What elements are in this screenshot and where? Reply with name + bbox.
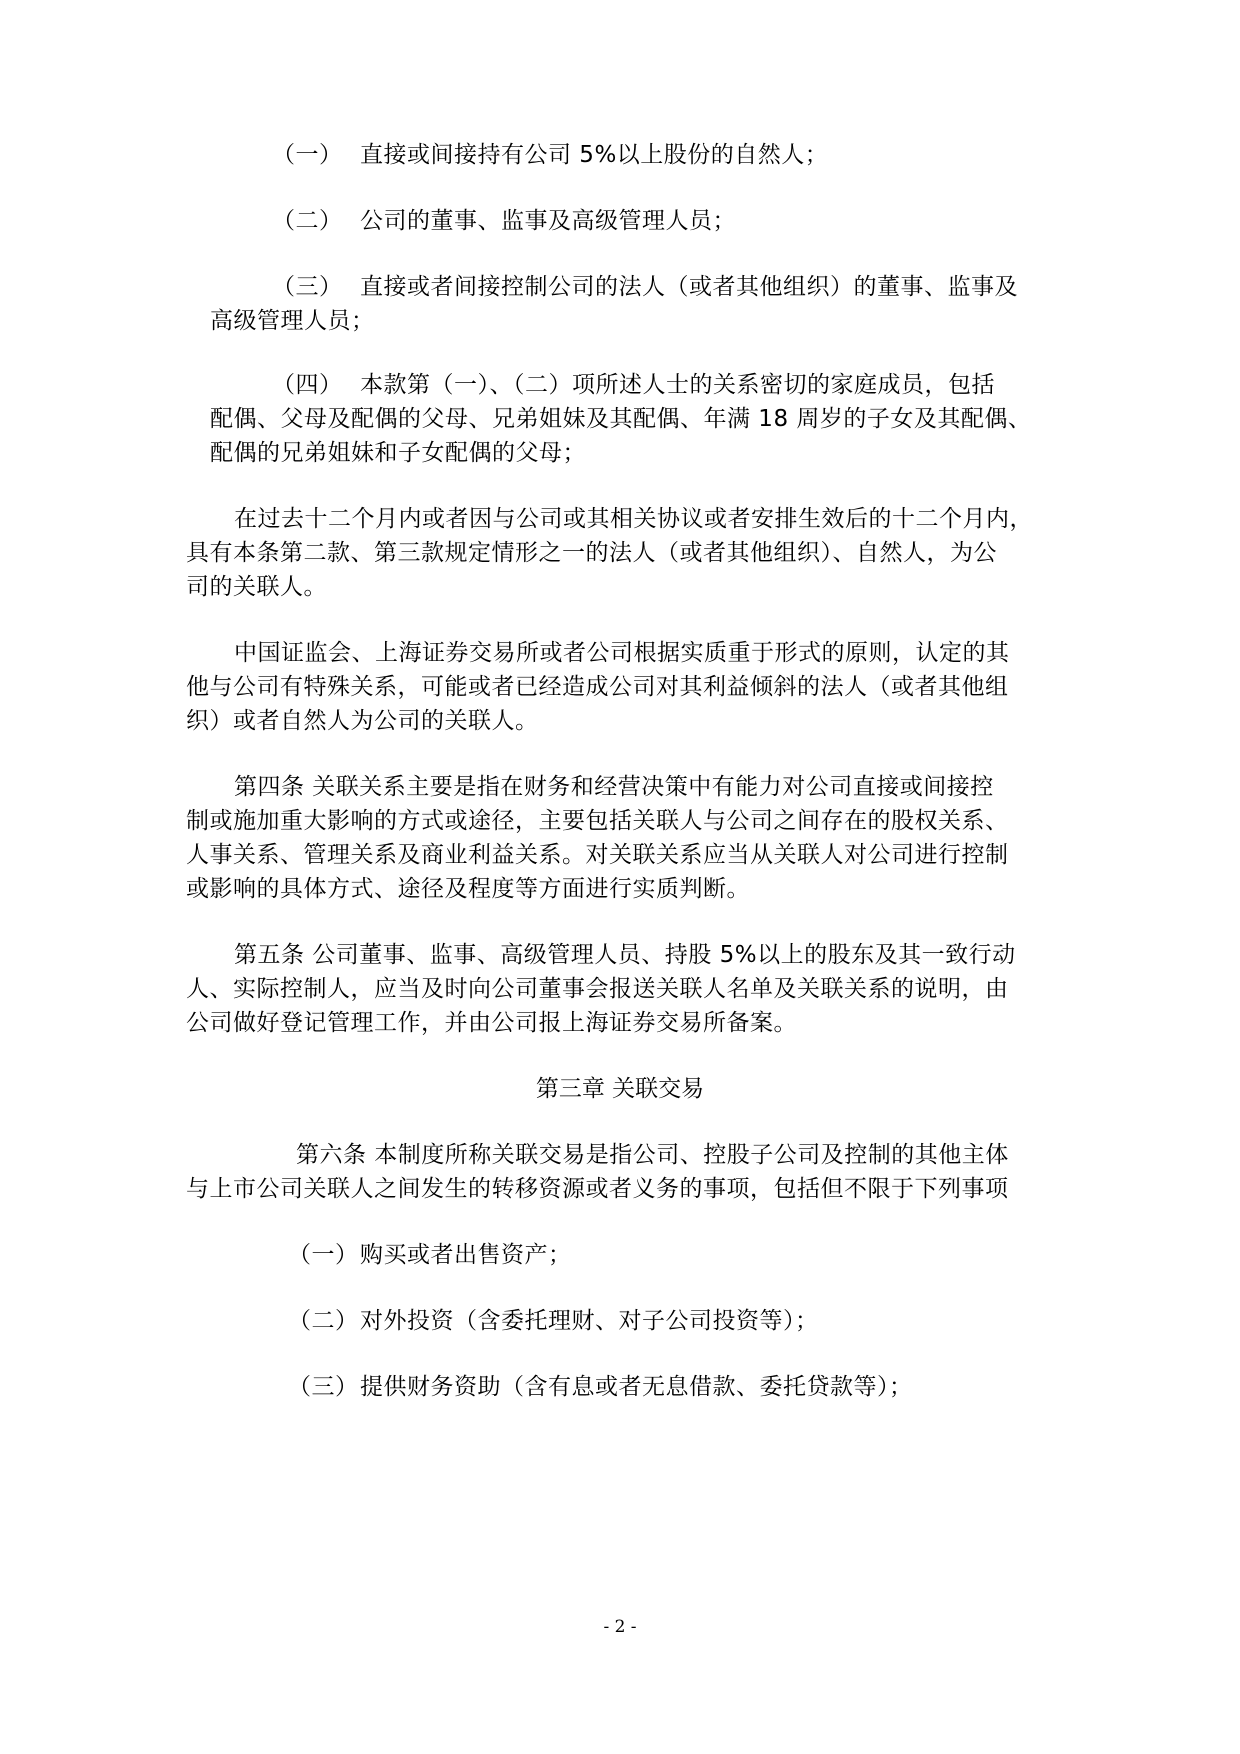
list-item-number: （四） [272,372,343,398]
list-item-text: 提供财务资助（含有息或者无息借款、委托贷款等）； [360,1374,913,1400]
paragraph-line: 第六条 本制度所称关联交易是指公司、控股子公司及控制的其他主体 [296,1142,1009,1168]
list-item-text: 直接或者间接控制公司的法人（或者其他组织）的董事、监事及 [360,274,1018,300]
paragraph-line: 公司做好登记管理工作，并由公司报上海证券交易所备案。 [186,1010,797,1036]
list-item-text: 购买或者出售资产； [360,1242,572,1268]
list-item-continuation: 高级管理人员； [210,308,375,334]
list-item-text: 公司的董事、监事及高级管理人员； [360,208,736,234]
list-item-text: 对外投资（含委托理财、对子公司投资等）； [360,1308,819,1334]
paragraph-line: 织）或者自然人为公司的关联人。 [186,708,539,734]
list-item-text: 直接或间接持有公司 5%以上股份的自然人； [360,142,829,168]
paragraph-line: 司的关联人。 [186,574,327,600]
list-item-text: 本款第（一）、（二）项所述人士的关系密切的家庭成员，包括 [360,372,995,398]
list-item [272,206,736,236]
list-item-number: （二） [288,1308,359,1334]
list-item-number: （一） [272,142,343,168]
list-item-number: （二） [272,208,343,234]
list-item-number: （三） [272,274,343,300]
list-item-number: （一） [288,1242,359,1268]
page-number: - 2 - [603,1617,637,1637]
paragraph-line: 中国证监会、上海证券交易所或者公司根据实质重于形式的原则，认定的其 [234,640,1010,666]
paragraph-line: 第四条 关联关系主要是指在财务和经营决策中有能力对公司直接或间接控 [234,774,994,800]
paragraph-line: 第五条 公司董事、监事、高级管理人员、持股 5%以上的股东及其一致行动 [234,942,1016,968]
list-item [288,1306,819,1336]
paragraph-line: 或影响的具体方式、途径及程度等方面进行实质判断。 [186,876,750,902]
list-item-continuation: 配偶的兄弟姐妹和子女配偶的父母； [210,440,586,466]
list-item [288,1372,913,1402]
list-item [272,370,995,400]
list-item [288,1240,572,1270]
list-item [272,140,828,170]
chapter-title: 第三章 关联交易 [535,1076,705,1102]
paragraph-line: 与上市公司关联人之间发生的转移资源或者义务的事项，包括但不限于下列事项 [186,1176,1009,1202]
paragraph-line: 人事关系、管理关系及商业利益关系。对关联关系应当从关联人对公司进行控制 [186,842,1009,868]
list-item-number: （三） [288,1374,359,1400]
list-item [272,272,1018,302]
paragraph-line: 人、实际控制人，应当及时向公司董事会报送关联人名单及关联关系的说明，由 [186,976,1009,1002]
list-item-continuation: 配偶、父母及配偶的父母、兄弟姐妹及其配偶、年满 18 周岁的子女及其配偶、 [210,406,1032,432]
paragraph-line: 具有本条第二款、第三款规定情形之一的法人（或者其他组织）、自然人，为公 [186,540,997,566]
paragraph-line: 他与公司有特殊关系，可能或者已经造成公司对其利益倾斜的法人（或者其他组 [186,674,1009,700]
paragraph-line: 在过去十二个月内或者因与公司或其相关协议或者安排生效后的十二个月内， [234,506,1033,532]
paragraph-line: 制或施加重大影响的方式或途径，主要包括关联人与公司之间存在的股权关系、 [186,808,1009,834]
